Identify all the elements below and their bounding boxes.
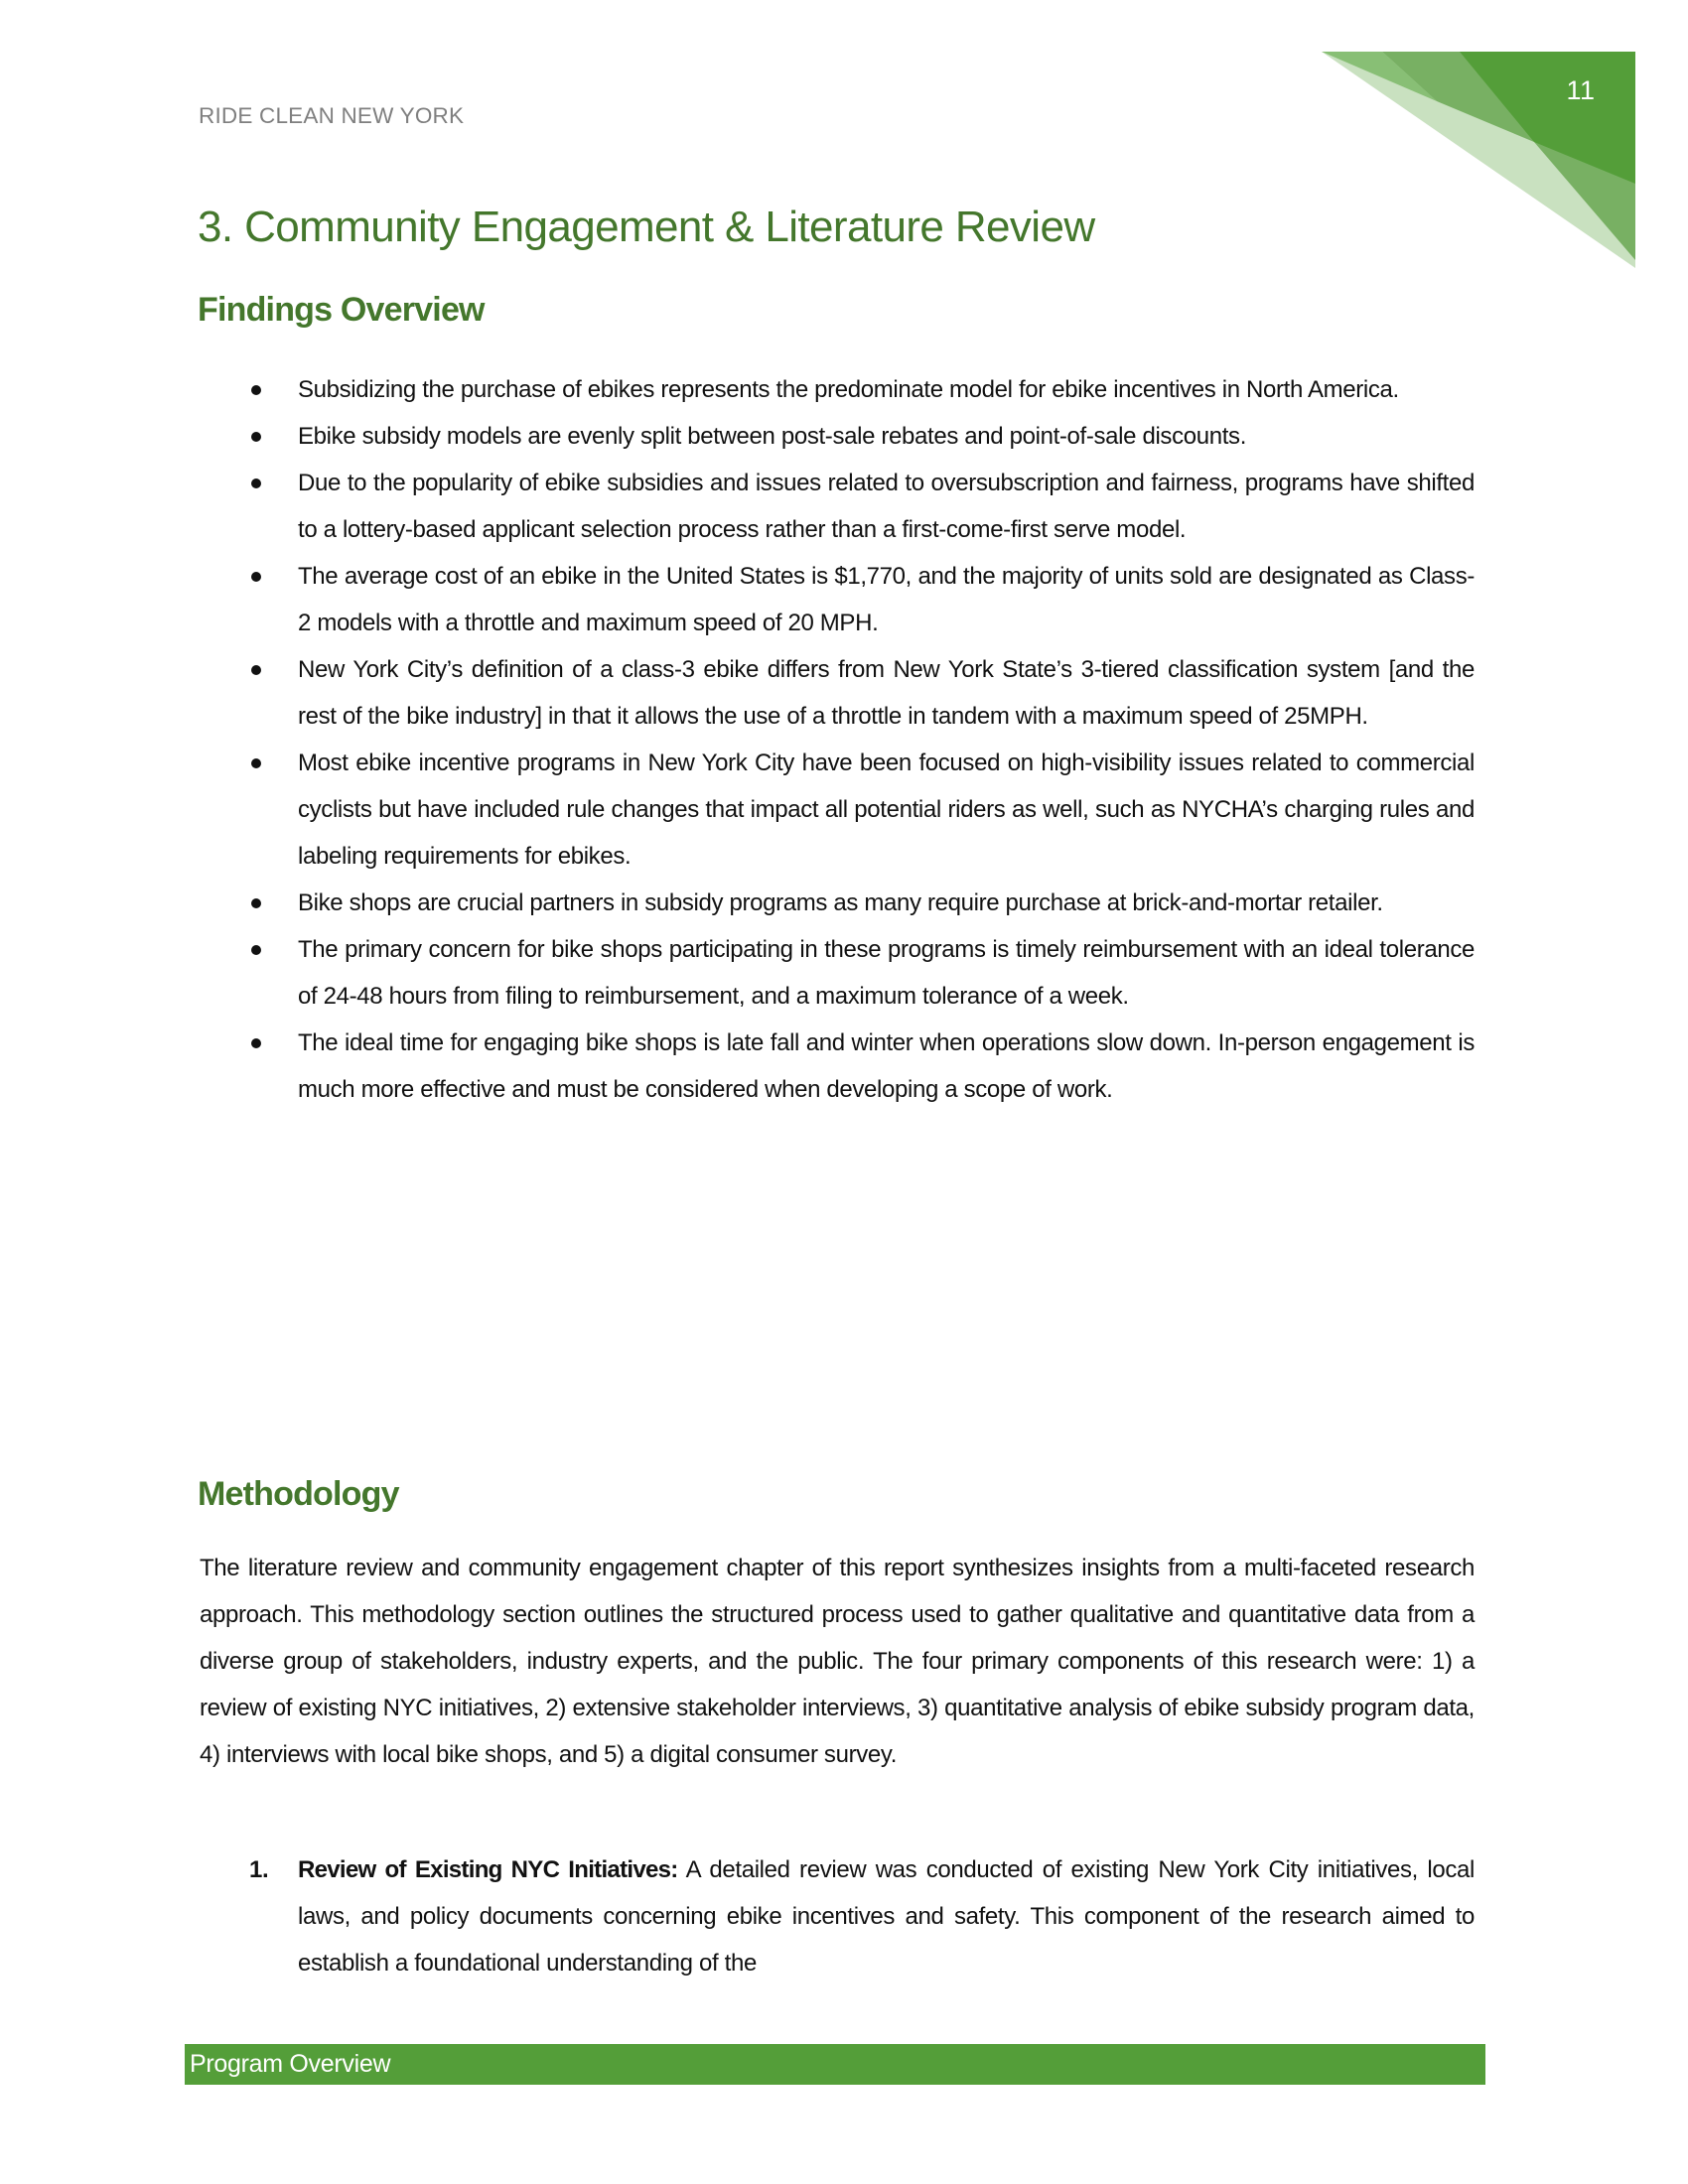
bullet-text: The average cost of an ebike in the United States is $1,770, and the majority of units sold are designated as Class-2 models with a throttle and maximum speed of 20 MPH. [298, 563, 1475, 636]
bullet-text: Subsidizing the purchase of ebikes represents the predominate model for ebike incentives in North America. [298, 376, 1399, 403]
list-number: 1. [249, 1856, 269, 1883]
bullet-icon [251, 478, 261, 488]
bullet-icon [251, 385, 261, 395]
bullet-text: The ideal time for engaging bike shops is late fall and winter when operations slow down. In-person engagement is much more effective and must be considered when developing a scope of work. [298, 1029, 1475, 1103]
bullet-text: New York City’s definition of a class-3 ebike differs from New York State’s 3-tiered classification system [and the rest of the bike industry] in that it allows the use of a throttle in tandem with a maximum speed of 25MPH. [298, 656, 1475, 730]
list-item [298, 1020, 1475, 1113]
list-item [298, 880, 1475, 926]
list-item [298, 740, 1475, 880]
bullet-icon [251, 898, 261, 908]
list-item [298, 646, 1475, 740]
corner-decoration [0, 0, 1688, 298]
running-header: RIDE CLEAN NEW YORK [199, 103, 465, 128]
bullet-text: Due to the popularity of ebike subsidies and issues related to oversubscription and fairness, programs have shifted to a lottery-based applicant selection process rather than a first-come-first serve model. [298, 470, 1475, 543]
bullet-text: Bike shops are crucial partners in subsidy programs as many require purchase at brick-and-mortar retailer. [298, 889, 1383, 916]
methodology-list [249, 1846, 1475, 1986]
item-text: A detailed review was conducted of existing New York City initiatives, local laws, and policy documents concerning ebike incentives and safety. This component of the research aimed to establish a foundational understanding of the [298, 1856, 1475, 1977]
list-item [298, 460, 1475, 553]
list-item [298, 413, 1475, 460]
bullet-icon [251, 665, 261, 675]
list-item [298, 366, 1475, 413]
bullet-icon [251, 945, 261, 955]
methodology-paragraph: The literature review and community engagement chapter of this report synthesizes insights from a multi-faceted research approach. This methodology section outlines the structured process used to gather qualitative and quantitative data from a diverse group of stakeholders, industry experts, and the public. The four primary components of this research were: 1) a review of existing NYC initiatives, 2) extensive stakeholder interviews, 3) quantitative analysis of ebike subsidy program data, 4) interviews with local bike shops, and 5) a digital consumer survey. [200, 1555, 1475, 1768]
footer-bar [185, 2044, 1485, 2085]
list-item [298, 553, 1475, 646]
section-title: 3. Community Engagement & Literature Review [198, 203, 1095, 251]
footer-label: Program Overview [190, 2050, 391, 2078]
bullet-text: The primary concern for bike shops participating in these programs is timely reimbursement with an ideal tolerance of 24-48 hours from filing to reimbursement, and a maximum tolerance of a week. [298, 936, 1475, 1010]
findings-heading: Findings Overview [198, 291, 485, 329]
list-item [249, 1846, 1475, 1986]
item-lead: Review of Existing NYC Initiatives: [298, 1856, 678, 1883]
methodology-heading: Methodology [198, 1475, 399, 1513]
bullet-icon [251, 432, 261, 442]
bullet-icon [251, 572, 261, 582]
list-item [298, 926, 1475, 1020]
bullet-icon [251, 1038, 261, 1048]
bullet-text: Ebike subsidy models are evenly split between post-sale rebates and point-of-sale discounts. [298, 423, 1247, 450]
page-number: 11 [1566, 75, 1596, 105]
findings-list [298, 366, 1475, 1113]
bullet-text: Most ebike incentive programs in New York City have been focused on high-visibility issues related to commercial cyclists but have included rule changes that impact all potential riders as well, such as NYCHA’s charging rules and labeling requirements for ebikes. [298, 750, 1475, 870]
bullet-icon [251, 758, 261, 768]
